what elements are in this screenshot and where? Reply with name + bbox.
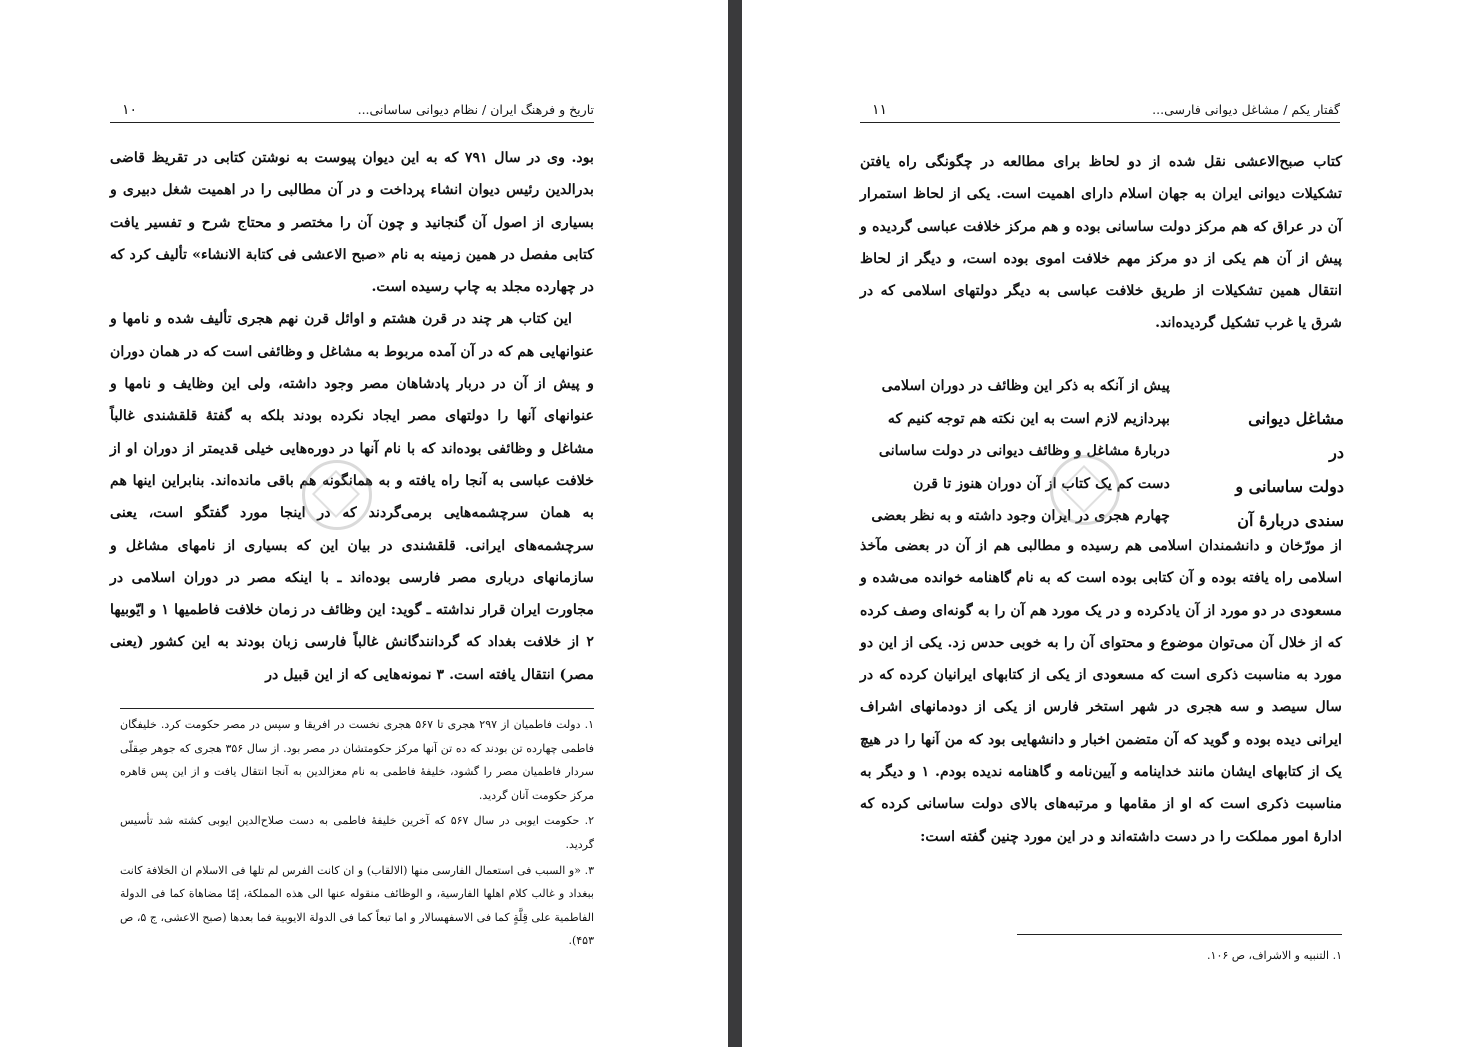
text-line: پیش از آنکه به ذکر این وظائف در دوران اسلامی (881, 378, 1170, 394)
footnote: ۳. «و السبب فی استعمال الفارسی منها (الالقاب) و ان کانت الفرس لم تلها فی الاسلام ان الخلافة کانت ببغداد و غالب کلام اهلها الفارسیة، و الوظائف منقوله عنها الی هذه المملکة، إمّا مضاهاة کما فی الدولة الفاطمیة علی قِلَّةٍ کما فی الاسفهسالار و اما تبعاً کما فی الدولة الایوبیة فما بعدها (صبح الاعشی، ج ۵، ص ۴۵۳). (120, 863, 594, 948)
footnote-divider (120, 708, 594, 709)
footnotes (1017, 944, 1342, 970)
left-page (0, 0, 728, 1047)
paragraph: این کتاب هر چند در قرن هشتم و اوائل قرن نهم هجری تألیف شده و نامها و عنوانهایی هم که در آن آمده مربوط به مشاغل و وظائفی است که در همان دوران و پیش از آن در دربار پادشاهان مصر وجود داشته، ولی این وظایف و نامها و عنوانهای آنها را دولتهای مصر ایجاد نکرده بودند بلکه به گفتهٔ قلقشندی غالباً مشاغل و وظائفی بوده‌اند که با نام آنها در دوره‌هایی خیلی قدیمتر از دوران او از خلافت عباسی به آنجا راه یافته و به همانگونه هم باقی مانده‌اند. بنابراین اینها هم به همان سرچشمه‌هایی برمی‌گردند که در اینجا مورد گفتگو است، یعنی سرچشمه‌های ایرانی. قلقشندی در بیان این که بسیاری از نامهای مشاغل و سازمانهای درباری مصر فارسی بوده‌اند ـ با اینکه مصر در دوران اسلامی در مجاورت ایران قرار نداشته ـ گوید: این وظائف در زمان خلافت فاطمیها ۱ و ایّوبیها ۲ از خلافت بغداد که گردانندگانش غالباً فارسی زبان بودند به این کشور (یعنی مصر) انتقال یافته است. ۳ نمونه‌هایی که از این قبیل در (110, 311, 594, 683)
text-line: بپردازیم لازم است به این نکته هم توجه کنیم که (887, 410, 1170, 427)
footnotes (120, 713, 594, 955)
footnote: ۲. حکومت ایوبی در سال ۵۶۷ که آخرین خلیفهٔ فاطمی به دست صلاح‌الدین ایوبی کشته شد تأسیس گردید. (120, 814, 594, 851)
section-heading-line: دولت ساسانی و (1235, 477, 1344, 496)
footnote: ۱. دولت فاطمیان از ۲۹۷ هجری تا ۵۶۷ هجری نخست در افریقا و سپس در مصر حکومت کرد. خلیفگان فاطمی چهارده تن بودند که ده تن آنها مرکز حکومتشان در مصر بود. از سال ۳۵۶ هجری که جوهر صِقلّی سردار فاطمیان مصر را گشود، خلیفهٔ فاطمی به نام معزالدین به آنجا انتقال یافت و از این پس قاهره مرکز حکومت آنان گردید. (120, 718, 594, 802)
page-number: ۱۱ (872, 102, 888, 118)
main-text (110, 142, 594, 691)
running-head-title: تاریخ و فرهنگ ایران / نظام دیوانی ساسانی... (357, 102, 594, 117)
running-head (110, 98, 594, 123)
library-stamp-watermark-icon (302, 460, 372, 530)
right-page (742, 0, 1470, 1047)
indented-text-block (860, 370, 1170, 533)
library-stamp-watermark-icon (1050, 455, 1120, 525)
book-spine (728, 0, 742, 1047)
text-line: دربارهٔ مشاغل و وظائف دیوانی در دولت ساسانی (878, 443, 1170, 459)
main-text-continued (860, 530, 1342, 853)
footnote-divider (1017, 934, 1342, 935)
text-line: چهارم هجری در ایران وجود داشته و به نظر بعضی (871, 508, 1170, 524)
footnote: ۱. التنبیه و الاشراف، ص ۱۰۶. (1207, 949, 1342, 962)
paragraph: بود. وی در سال ۷۹۱ که به این دیوان پیوست به نوشتن کتابی در تقریظ قاضی بدرالدین رئیس دیوان انشاء پرداخت و در آن مطالبی را در اهمیت شغل دبیری و بسیاری از اصول آن گنجانید و چون آن را مختصر و محتاج شرح و تفسیر یافت کتابی مفصل در همین زمینه به نام «صبح الاعشی فی کتابة الانشاء» تألیف کرد که در چهارده مجلد به چاپ رسیده است. (110, 150, 594, 296)
section-heading-line: مشاغل دیوانی در (1248, 409, 1344, 462)
running-head (860, 98, 1340, 123)
text-line: دست کم یک کتاب از آن دوران هنوز تا قرن (913, 475, 1170, 492)
section-heading (1228, 402, 1344, 538)
paragraph: کتاب صبح‌الاعشی نقل شده از دو لحاظ برای مطالعه در چگونگی راه یافتن تشکیلات دیوانی ایران به جهان اسلام دارای اهمیت است. یکی از لحاظ استمرار آن در عراق که هم مرکز دولت ساسانی بوده و هم مرکز خلافت عباسی گردیده و پیش از آن هم یکی از دو مرکز مهم خلافت اموی بوده است، و دیگر از لحاظ انتقال همین تشکیلات از طریق خلافت عباسی به دیگر دولتهای اسلامی که در شرق یا غرب تشکیل گردیده‌اند. (860, 154, 1342, 332)
section-heading-line: سندی دربارهٔ آن (1237, 511, 1344, 530)
paragraph: از مورّخان و دانشمندان اسلامی هم رسیده و مطالبی هم از آن در بعضی مآخذ اسلامی راه یافته بوده و آن کتابی بوده است که به نام گاهنامه خوانده می‌شده و مسعودی در دو مورد از آن یادکرده و در یک مورد هم آن را به گونه‌ای وصف کرده که از خلال آن می‌توان موضوع و محتوای آن را به خوبی حدس زد. یکی از این دو مورد به مناسبت ذکری است که مسعودی از یکی از کتابهای ایرانیان کرده که در سال سیصد و سه هجری در شهر استخر فارس از یکی از دودمانهای اشراف ایرانی دیده بوده و گوید که آن متضمن اخبار و دانشهایی بود که من آنها را در هیچ یک از کتابهای ایشان مانند خداینامه و آیین‌نامه و گاهنامه ندیده بودم. ۱ و دیگر به مناسبت ذکری است که او از مقامها و مرتبه‌های بالای دولت ساسانی کرده که ادارهٔ امور مملکت را در دست داشته‌اند و در این مورد چنین گفته است: (860, 538, 1343, 845)
main-text (860, 146, 1342, 340)
page-number: ۱۰ (122, 102, 138, 118)
running-head-title: گفتار یکم / مشاغل دیوانی فارسی... (1152, 102, 1340, 117)
